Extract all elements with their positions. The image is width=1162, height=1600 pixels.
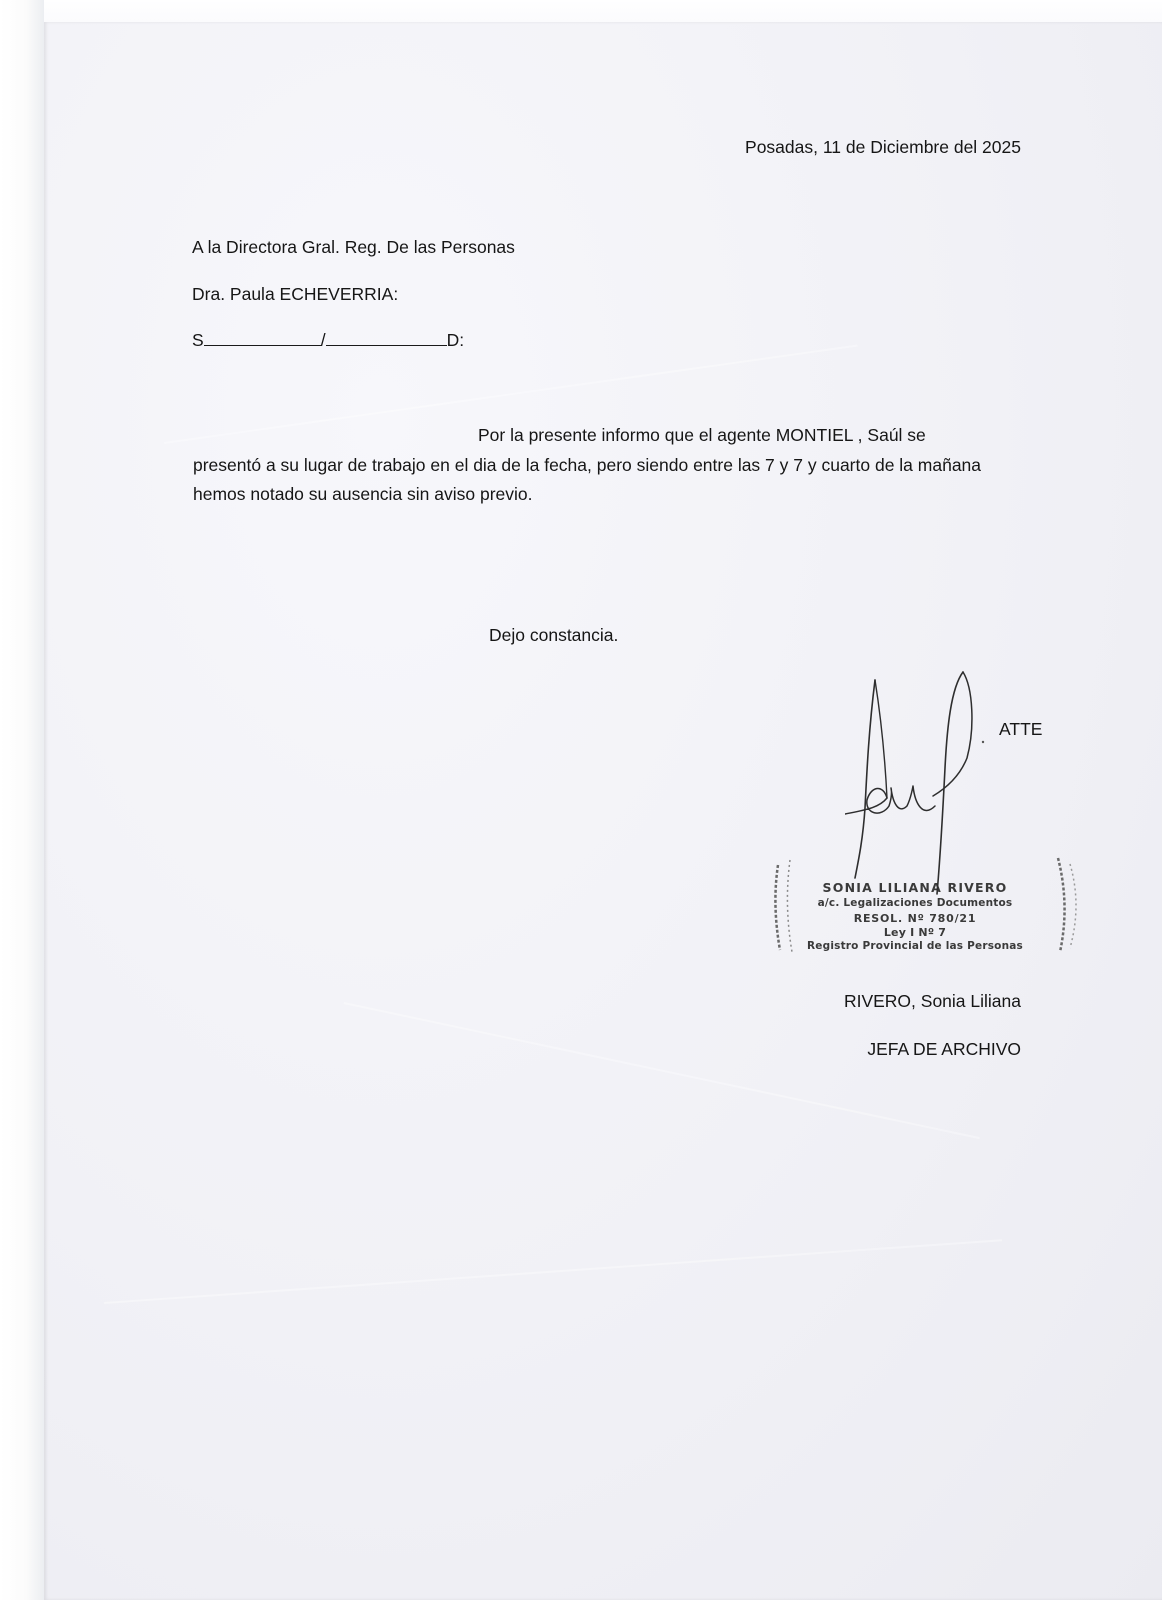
paper-crease bbox=[344, 1002, 980, 1139]
salutation-line bbox=[192, 329, 464, 351]
stamp-line-3: RESOL. Nº 780/21 bbox=[853, 912, 977, 925]
paper-crease bbox=[104, 1239, 1002, 1304]
scan-left-edge bbox=[0, 0, 44, 1600]
closing-note: Dejo constancia. bbox=[489, 625, 619, 645]
recipient-line-2: Dra. Paula ECHEVERRIA: bbox=[192, 284, 399, 304]
salutation-s: S bbox=[192, 330, 204, 350]
body-paragraph bbox=[193, 421, 993, 510]
recipient-line-1: A la Directora Gral. Reg. De las Personas bbox=[192, 237, 515, 257]
scan-top-edge bbox=[0, 0, 1162, 22]
stamp-line-5: Registro Provincial de las Personas bbox=[807, 940, 1023, 952]
signer-title: JEFA DE ARCHIVO bbox=[867, 1039, 1021, 1059]
stamp-line-1: SONIA LILIANA RIVERO bbox=[822, 880, 1008, 895]
body-text-part-2: presentó a su lugar de trabajo en el dia de la fecha, pero siendo entre las 7 y 7 y cuarto de la mañana hemos notado su ausencia sin aviso previo. bbox=[193, 454, 982, 504]
valediction: ATTE bbox=[999, 719, 1043, 739]
stamp-line-4: Ley I Nº 7 bbox=[883, 926, 947, 939]
signer-name: RIVERO, Sonia Liliana bbox=[843, 991, 1021, 1011]
salutation-slash: / bbox=[320, 330, 326, 350]
salutation-blank-1 bbox=[204, 329, 321, 346]
place-date: Posadas, 11 de Diciembre del 2025 bbox=[745, 137, 1021, 157]
salutation-blank-2 bbox=[326, 329, 447, 346]
salutation-d: D: bbox=[446, 330, 465, 350]
stamp-line-2: a/c. Legalizaciones Documentos bbox=[817, 897, 1013, 909]
body-text-part-1: Por la presente informo que el agente MONTIEL , Saúl se bbox=[478, 425, 926, 445]
handwritten-signature bbox=[845, 668, 1005, 898]
